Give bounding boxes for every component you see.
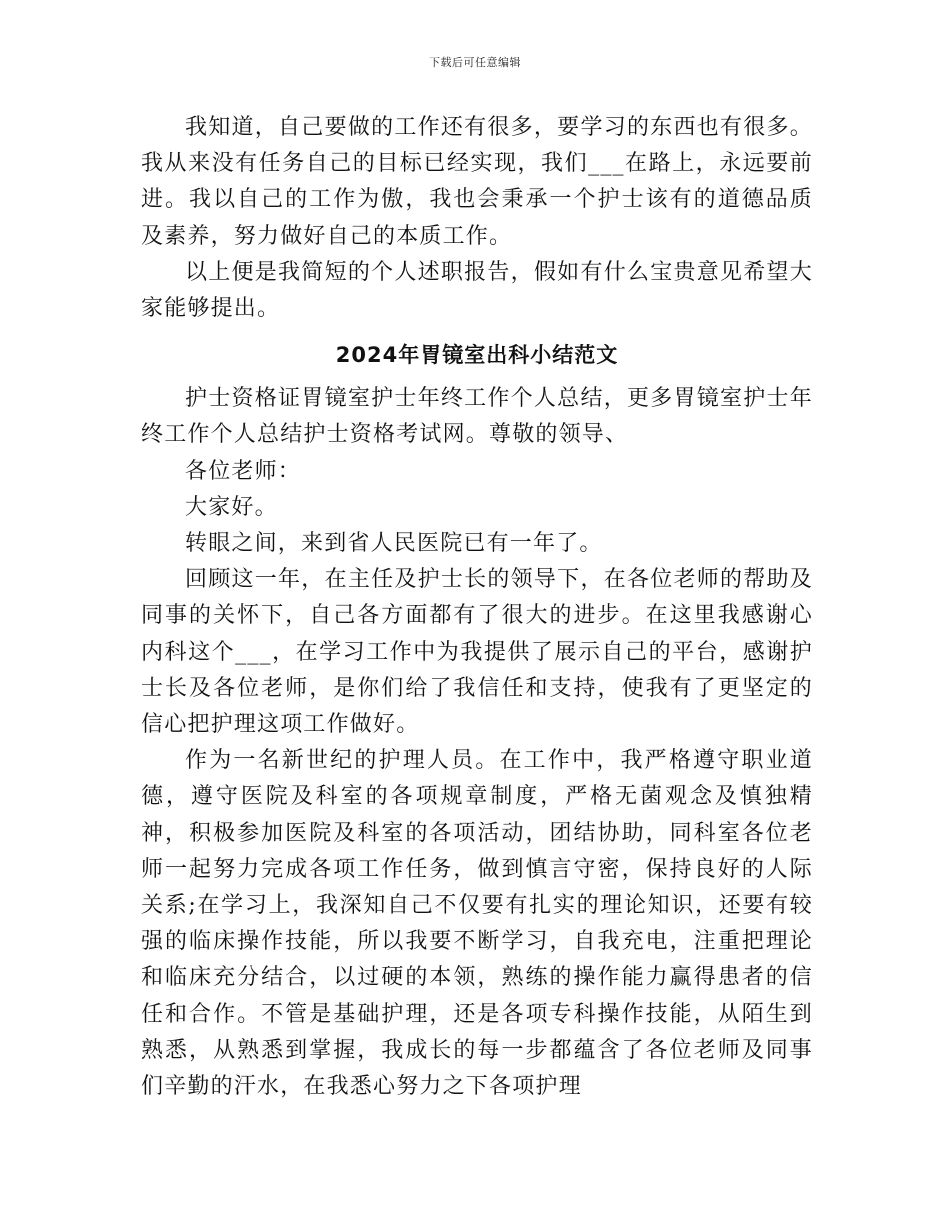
paragraph: 大家好。	[185, 494, 278, 520]
paragraph: 我知道，自己要做的工作还有很多，要学习的东西也有很多。我从来没有任务自己的目标已经实现，我们___在路上，永远要前进。我以自己的工作为傲，我也会秉承一个护士该有的道德品质及素养，努力做好自己的本质工作。	[141, 115, 813, 249]
paragraph: 转眼之间，来到省人民医院已有一年了。	[185, 531, 603, 557]
paragraph: 以上便是我简短的个人述职报告，假如有什么宝贵意见希望大家能够提出。	[141, 259, 813, 322]
page-header: 下载后可任意编辑	[429, 56, 521, 69]
document-body	[141, 110, 813, 1105]
paragraph: 作为一名新世纪的护理人员。在工作中，我严格遵守职业道德，遵守医院及科室的各项规章制度，严格无菌观念及慎独精神，积极参加医院及科室的各项活动，团结协助，同科室各位老师一起努力完成各项工作任务，做到慎言守密，保持良好的人际关系;在学习上，我深知自己不仅要有扎实的理论知识，还要有较强的临床操作技能，所以我要不断学习，自我充电，注重把理论和临床充分结合，以过硬的本领，熟练的操作能力赢得患者的信任和合作。不管是基础护理，还是各项专科操作技能，从陌生到熟悉，从熟悉到掌握，我成长的每一步都蕴含了各位老师及同事们辛勤的汗水，在我悉心努力之下各项护理	[141, 748, 813, 1100]
paragraph: 各位老师：	[185, 458, 302, 484]
paragraph: 护士资格证胃镜室护士年终工作个人总结，更多胃镜室护士年终工作个人总结护士资格考试网。尊敬的领导、	[141, 386, 813, 448]
paragraph: 回顾这一年，在主任及护士长的领导下，在各位老师的帮助及同事的关怀下，自己各方面都有了很大的进步。在这里我感谢心内科这个___，在学习工作中为我提供了展示自己的平台，感谢护士长及各位老师，是你们给了我信任和支持，使我有了更坚定的信心把护理这项工作做好。	[141, 567, 813, 738]
section-title: 2024年胃镜室出科小结范文	[335, 343, 619, 368]
